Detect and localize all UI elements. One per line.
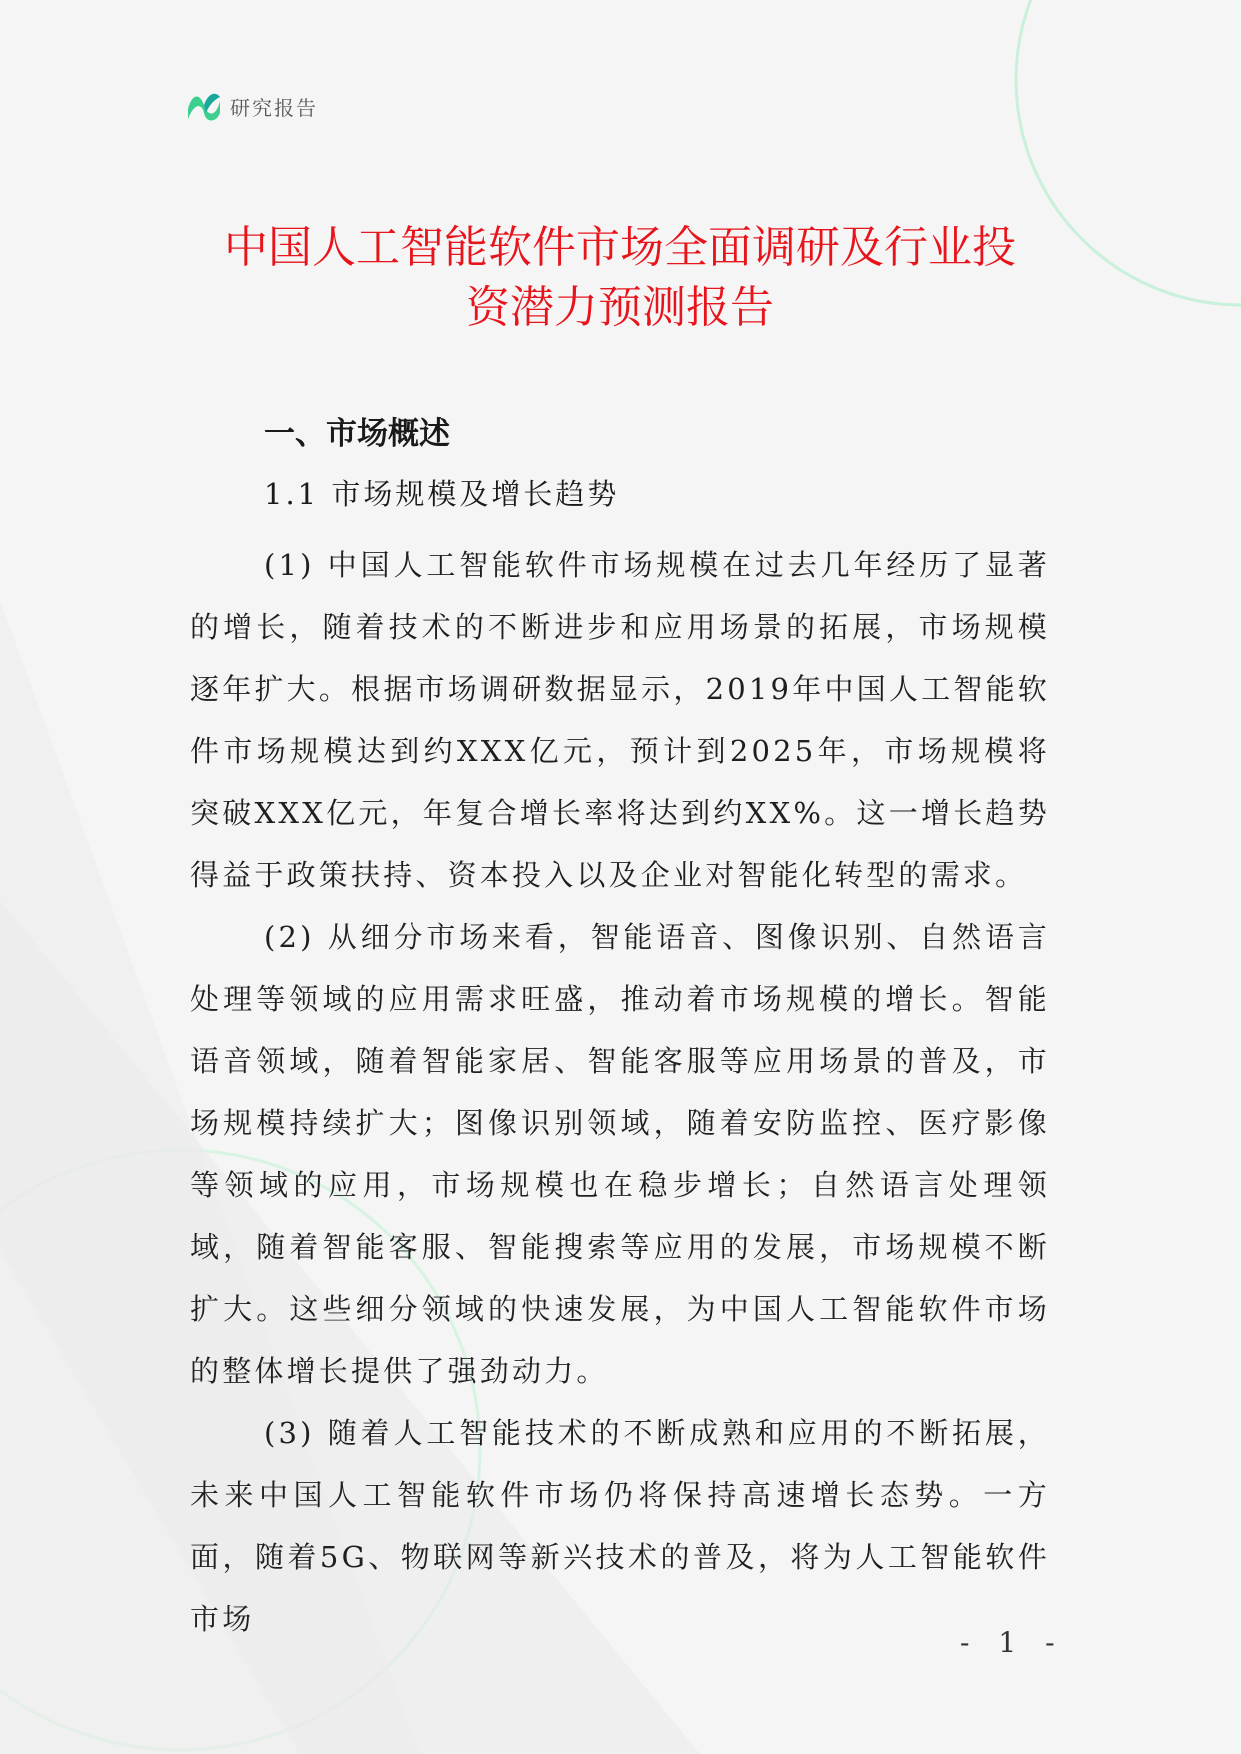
brand-logo-icon <box>186 89 222 123</box>
title-line-1: 中国人工智能软件市场全面调研及行业投 <box>224 222 1016 273</box>
section-heading: 一、市场概述 <box>264 416 450 452</box>
paragraph-1: (1) 中国人工智能软件市场规模在过去几年经历了显著的增长，随着技术的不断进步和应用场景的拓展，市场规模逐年扩大。根据市场调研数据显示，2019年中国人工智能软件市场规模达到约XXX亿元，预计到2025年，市场规模将突破XXX亿元，年复合增长率将达到约XX%。这一增长趋势得益于政策扶持、资本投入以及企业对智能化转型的需求。 <box>190 548 1050 892</box>
paragraph-2: (2) 从细分市场来看，智能语音、图像识别、自然语言处理等领域的应用需求旺盛，推动着市场规模的增长。智能语音领域，随着智能家居、智能客服等应用场景的普及，市场规模持续扩大；图像识别领域，随着安防监控、医疗影像等领域的应用，市场规模也在稳步增长；自然语言处理领域，随着智能客服、智能搜索等应用的发展，市场规模不断扩大。这些细分领域的快速发展，为中国人工智能软件市场的整体增长提供了强劲动力。 <box>190 920 1050 1388</box>
title-line-2: 资潜力预测报告 <box>466 282 774 333</box>
document-title <box>160 218 1080 338</box>
page-number: - 1 - <box>960 1626 1065 1659</box>
report-header <box>186 86 318 126</box>
paragraph-3: (3) 随着人工智能技术的不断成熟和应用的不断拓展，未来中国人工智能软件市场仍将保持高速增长态势。一方面，随着5G、物联网等新兴技术的普及，将为人工智能软件市场 <box>190 1416 1050 1636</box>
document-body <box>190 414 1050 1650</box>
subsection-heading: 1.1 市场规模及增长趋势 <box>264 477 620 511</box>
header-label: 研究报告 <box>230 95 318 120</box>
